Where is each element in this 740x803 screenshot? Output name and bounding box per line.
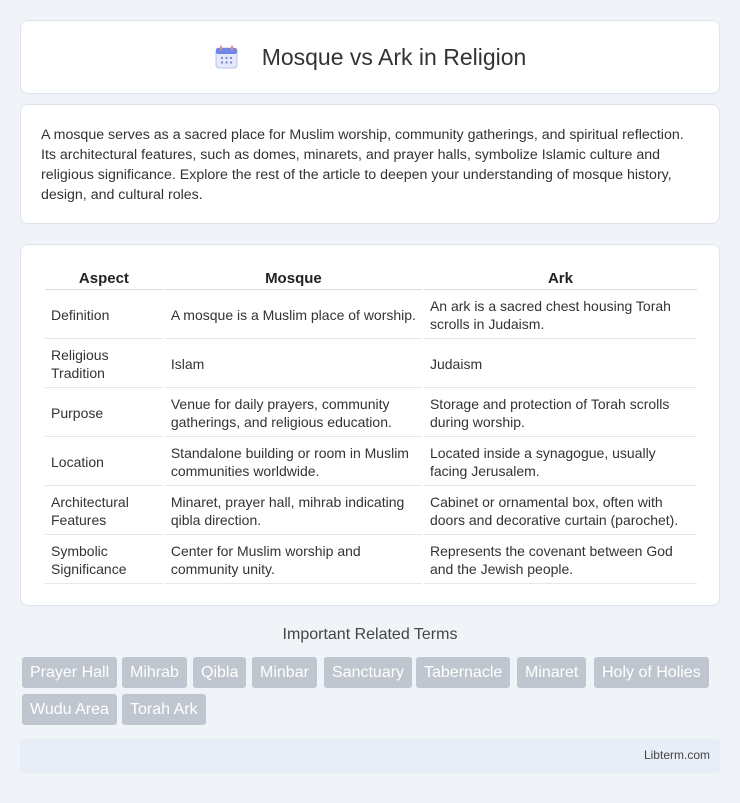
header-card (20, 20, 720, 94)
tag-holy-of-holies[interactable]: Holy of Holies (594, 657, 709, 688)
tag-minaret[interactable]: Minaret (517, 657, 586, 688)
table-row (45, 537, 697, 584)
row-label: Definition (45, 292, 163, 339)
row-label: Location (45, 439, 163, 486)
mosque-cell: Standalone building or room in Muslim communities worldwide. (165, 439, 422, 486)
ark-cell: Storage and protection of Torah scrolls during worship. (424, 390, 697, 437)
mosque-cell: Center for Muslim worship and community unity. (165, 537, 422, 584)
ark-cell: Judaism (424, 341, 697, 388)
row-label: Religious Tradition (45, 341, 163, 388)
tag-tabernacle[interactable]: Tabernacle (416, 657, 510, 688)
mosque-cell: Venue for daily prayers, community gatherings, and religious education. (165, 390, 422, 437)
ark-cell: An ark is a sacred chest housing Torah scrolls in Judaism. (424, 292, 697, 339)
page-title: Mosque vs Ark in Religion (261, 43, 527, 70)
table-row (45, 488, 697, 535)
tag-minbar[interactable]: Minbar (252, 657, 317, 688)
mosque-cell: A mosque is a Muslim place of worship. (165, 292, 422, 339)
mosque-cell: Islam (165, 341, 422, 388)
table-row (45, 390, 697, 437)
calendar-icon (214, 44, 240, 70)
tag-wudu-area[interactable]: Wudu Area (22, 694, 117, 725)
table-row (45, 439, 697, 486)
column-header-mosque: Mosque (165, 267, 422, 290)
tag-mihrab[interactable]: Mihrab (122, 657, 187, 688)
header-inner (214, 44, 527, 71)
tag-prayer-hall[interactable]: Prayer Hall (22, 657, 117, 688)
ark-cell: Located inside a synagogue, usually facing Jerusalem. (424, 439, 697, 486)
comparison-table (43, 265, 699, 586)
footer (20, 739, 720, 773)
table-row (45, 292, 697, 339)
tag-sanctuary[interactable]: Sanctuary (324, 657, 412, 688)
column-header-aspect: Aspect (45, 267, 163, 290)
comparison-card (20, 244, 720, 606)
ark-cell: Cabinet or ornamental box, often with doors and decorative curtain (parochet). (424, 488, 697, 535)
table-row (45, 341, 697, 388)
footer-site-link[interactable]: Libterm.com (643, 748, 710, 762)
related-terms-title: Important Related Terms (282, 626, 458, 643)
table-header-row (45, 267, 697, 290)
tag-torah-ark[interactable]: Torah Ark (122, 694, 206, 725)
row-label: Symbolic Significance (45, 537, 163, 584)
column-header-ark: Ark (424, 267, 697, 290)
ark-cell: Represents the covenant between God and the Jewish people. (424, 537, 697, 584)
intro-paragraph: A mosque serves as a sacred place for Muslim worship, community gatherings, and spiritual reflection. Its architectural features, such as domes, minarets, and prayer halls, symbolize Islamic culture and religious significance. Explore the rest of the article to deepen your understanding of mosque history, design, and cultural roles. (41, 127, 684, 203)
row-label: Architectural Features (45, 488, 163, 535)
mosque-cell: Minaret, prayer hall, mihrab indicating qibla direction. (165, 488, 422, 535)
tag-qibla[interactable]: Qibla (193, 657, 246, 688)
row-label: Purpose (45, 390, 163, 437)
intro-card (20, 104, 720, 224)
